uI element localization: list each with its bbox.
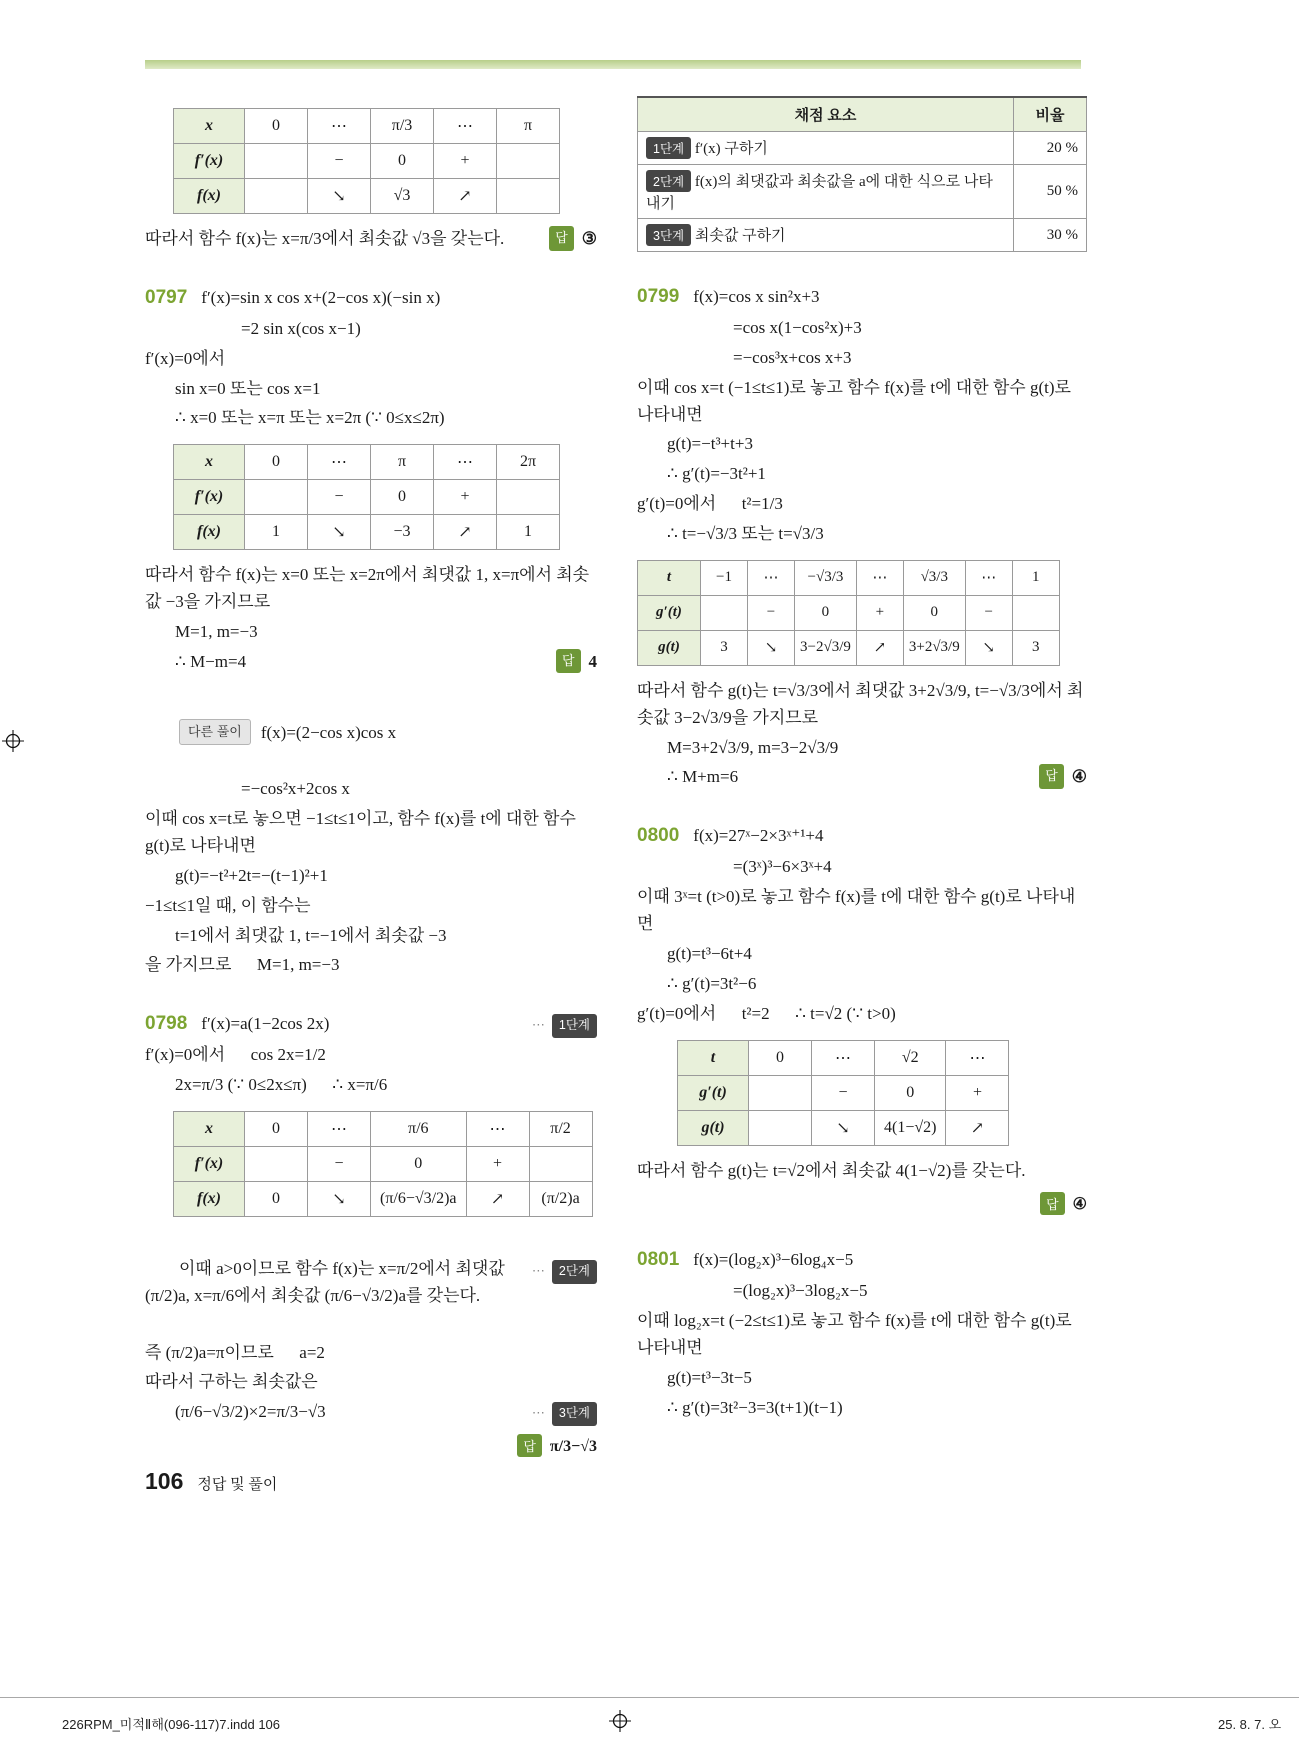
table-cell: 3	[1012, 630, 1059, 665]
solution-line	[145, 1229, 597, 1336]
table-cell: ⋯	[965, 560, 1012, 595]
table-cell	[245, 480, 308, 515]
solution-line: f′(x)=0에서	[145, 348, 226, 368]
table-row	[638, 630, 1060, 665]
equation-line: =−cos²x+2cos x	[241, 779, 350, 799]
equation-line: f(x)=(log₂x)³−6log₄x−5	[693, 1250, 854, 1270]
row-header-cell: f′(x)	[174, 480, 245, 515]
step-badge: 1단계	[552, 1014, 597, 1038]
equation-line: =2 sin x(cos x−1)	[241, 318, 361, 338]
row-header-cell: f(x)	[174, 1182, 245, 1217]
page-number: 106	[145, 1468, 184, 1494]
table-cell: π	[371, 445, 434, 480]
table-row	[638, 595, 1060, 630]
answer-badge: 답	[1039, 764, 1064, 789]
print-info-left: 226RPM_미적Ⅱ해(096-117)7.indd 106	[62, 1717, 281, 1732]
table-cell: −	[308, 480, 371, 515]
table-cell: ⋯	[466, 1112, 529, 1147]
solution-line: 즉 (π/2)a=π이므로 a=2	[145, 1342, 325, 1362]
grading-criteria-cell	[638, 132, 1014, 165]
table-cell: 2π	[497, 445, 560, 480]
step-dots: ⋯	[531, 1017, 547, 1033]
grading-header-ratio: 비율	[1014, 97, 1087, 132]
sign-table-0798	[173, 1111, 593, 1217]
table-cell: ↘	[965, 630, 1012, 665]
step-badge: 2단계	[646, 170, 691, 192]
equation-line: ∴ M+m=6	[667, 767, 739, 787]
table-cell: 0	[371, 1147, 467, 1182]
answer-badge: 답	[549, 226, 574, 251]
table-cell: 0	[245, 109, 308, 144]
page-footer	[145, 1468, 277, 1495]
alt-solution-badge: 다른 풀이	[179, 719, 251, 746]
table-cell: −√3/3	[795, 560, 857, 595]
answer-badge: 답	[1040, 1192, 1065, 1215]
table-cell: −	[308, 144, 371, 179]
row-header-cell: f(x)	[174, 179, 245, 214]
solution-line	[637, 764, 1087, 791]
table-cell: +	[466, 1147, 529, 1182]
step-dots: ⋯	[531, 1405, 547, 1421]
row-header-cell: x	[174, 445, 245, 480]
equation-line: ∴ g′(t)=3t²−3=3(t+1)(t−1)	[667, 1397, 843, 1417]
table-cell: ↘	[308, 1182, 371, 1217]
table-row	[174, 179, 560, 214]
table-cell: 3−2√3/9	[795, 630, 857, 665]
solution-line: ∴ x=0 또는 x=π 또는 x=2π (∵ 0≤x≤2π)	[175, 408, 445, 428]
conclusion-0796	[145, 226, 597, 253]
answer-value: 4	[588, 651, 597, 671]
grading-row	[638, 219, 1087, 252]
grading-ratio-cell: 20 %	[1014, 132, 1087, 165]
solution-line: 따라서 구하는 최솟값은	[145, 1372, 318, 1392]
print-info-right: 25. 8. 7. 오	[1218, 1717, 1282, 1732]
table-cell: 3	[701, 630, 748, 665]
answer-badge: 답	[556, 649, 581, 674]
answer-value: π/3−√3	[549, 1438, 597, 1456]
equation-line: g(t)=−t²+2t=−(t−1)²+1	[175, 865, 328, 885]
table-cell	[1012, 595, 1059, 630]
equation-line: g(t)=t³−3t−5	[667, 1367, 752, 1387]
grading-ratio-cell: 30 %	[1014, 219, 1087, 252]
row-header-cell: f′(x)	[174, 144, 245, 179]
solution-line: 따라서 함수 f(x)는 x=0 또는 x=2π에서 최댓값 1, x=π에서 최솟값 −3을 가지므로	[145, 565, 590, 612]
table-cell: π/3	[371, 109, 434, 144]
table-row	[174, 1112, 593, 1147]
problem-head	[637, 821, 1087, 851]
equation-line: f′(x)=sin x cos x+(2−cos x)(−sin x)	[201, 287, 441, 307]
solution-line: 따라서 함수 g(t)는 t=√3/3에서 최댓값 3+2√3/9, t=−√3/3에서 최솟값 3−2√3/9을 가지므로	[637, 680, 1084, 727]
solution-text: 이때 a>0이므로 함수 f(x)는 x=π/2에서 최댓값 (π/2)a, x=π/6에서 최솟값 (π/6−√3/2)a를 갖는다.	[145, 1258, 509, 1305]
sign-table-0799	[637, 560, 1060, 666]
problem-head	[145, 1009, 597, 1039]
table-cell: 0	[903, 595, 965, 630]
solution-line: 이때 3ˣ=t (t>0)로 놓고 함수 f(x)를 t에 대한 함수 g(t)로 나타내면	[637, 887, 1076, 934]
table-cell	[749, 1110, 812, 1145]
solution-line: 2x=π/3 (∵ 0≤2x≤π) ∴ x=π/6	[175, 1075, 388, 1095]
table-cell: ⋯	[308, 1112, 371, 1147]
table-cell: +	[434, 480, 497, 515]
grading-header-criteria: 채점 요소	[638, 97, 1014, 132]
answer-badge: 답	[517, 1434, 542, 1457]
table-cell: ↗	[466, 1182, 529, 1217]
table-cell	[497, 480, 560, 515]
table-cell: ↗	[946, 1110, 1009, 1145]
grading-criteria-cell	[638, 219, 1014, 252]
table-row	[174, 144, 560, 179]
grading-header-row	[638, 97, 1087, 132]
solution-line: f′(x)=0에서 cos 2x=1/2	[145, 1045, 326, 1065]
table-cell: √3	[371, 179, 434, 214]
equation-line: =−cos³x+cos x+3	[733, 347, 852, 367]
left-column	[145, 96, 597, 1461]
step-badge: 3단계	[646, 224, 691, 246]
solution-line: 따라서 함수 g(t)는 t=√2에서 최솟값 4(1−√2)를 갖는다.	[637, 1160, 1026, 1180]
table-cell: (π/2)a	[529, 1182, 592, 1217]
equation-line: f(x)=cos x sin²x+3	[693, 287, 820, 306]
equation-line: =(log₂x)³−3log₂x−5	[733, 1281, 868, 1301]
conclusion-text: 따라서 함수 f(x)는 x=π/3에서 최솟값 √3을 갖는다.	[145, 229, 505, 248]
table-cell: 1	[497, 515, 560, 550]
table-cell: 0	[795, 595, 857, 630]
table-row	[638, 560, 1060, 595]
answer-value: ③	[581, 229, 597, 248]
sign-table-0800	[677, 1040, 1009, 1146]
problem-number: 0798	[145, 1013, 188, 1035]
equation-line: f(x)=27ˣ−2×3ˣ⁺¹+4	[693, 826, 824, 846]
problem-number: 0800	[637, 825, 680, 847]
solution-line: g′(t)=0에서 t²=1/3	[637, 494, 783, 514]
footer-section-label: 정답 및 풀이	[197, 1477, 278, 1493]
problem-number: 0799	[637, 286, 680, 307]
solution-line: 을 가지므로 M=1, m=−3	[145, 955, 340, 975]
row-header-cell: x	[174, 1112, 245, 1147]
problem-head	[637, 1245, 1087, 1275]
answer-value: ④	[1072, 1196, 1087, 1214]
equation-line: (π/6−√3/2)×2=π/3−√3	[175, 1402, 326, 1422]
grading-row	[638, 165, 1087, 219]
table-cell: −	[748, 595, 795, 630]
step-marker	[532, 1014, 597, 1038]
equation-line: ∴ g′(t)=3t²−6	[667, 973, 757, 993]
grading-desc: 최솟값 구하기	[694, 228, 786, 244]
solution-line: ∴ t=−√3/3 또는 t=√3/3	[667, 524, 824, 544]
grading-desc: f(x)의 최댓값과 최솟값을 a에 대한 식으로 나타내기	[646, 174, 993, 212]
table-cell: 0	[245, 1112, 308, 1147]
solution-line: g′(t)=0에서 t²=2 ∴ t=√2 (∵ t>0)	[637, 1003, 896, 1023]
table-cell	[245, 179, 308, 214]
table-row	[174, 445, 560, 480]
table-cell	[497, 144, 560, 179]
grading-desc: f′(x) 구하기	[694, 141, 768, 157]
table-cell: 0	[371, 144, 434, 179]
table-cell: ↗	[434, 179, 497, 214]
equation-line: g(t)=t³−6t+4	[667, 943, 752, 963]
row-header-cell: f(x)	[174, 515, 245, 550]
equation-line: =cos x(1−cos²x)+3	[733, 318, 862, 338]
table-cell: ⋯	[308, 109, 371, 144]
table-cell: 0	[371, 480, 434, 515]
table-cell: ⋯	[748, 560, 795, 595]
table-cell: π/2	[529, 1112, 592, 1147]
table-cell: ↗	[856, 630, 903, 665]
table-cell: π/6	[371, 1112, 467, 1147]
solution-line: t=1에서 최댓값 1, t=−1에서 최솟값 −3	[175, 925, 447, 945]
solution-line: 이때 cos x=t (−1≤t≤1)로 놓고 함수 f(x)를 t에 대한 함수 g(t)로 나타내면	[637, 377, 1076, 424]
step-badge: 1단계	[646, 137, 691, 159]
table-cell: ⋯	[308, 445, 371, 480]
problem-0801	[637, 1245, 1087, 1421]
top-decorative-bar	[145, 60, 1081, 69]
table-row	[174, 1182, 593, 1217]
right-column	[637, 96, 1087, 1425]
answer-0797	[556, 649, 597, 676]
table-cell: +	[946, 1075, 1009, 1110]
grading-row	[638, 132, 1087, 165]
step-marker	[532, 1260, 597, 1284]
table-cell: 1	[245, 515, 308, 550]
problem-0799	[637, 282, 1087, 791]
print-divider	[0, 1697, 1299, 1698]
equation-line: g(t)=−t³+t+3	[667, 434, 753, 454]
table-row	[678, 1075, 1009, 1110]
problem-0797	[145, 283, 597, 979]
problem-head	[637, 282, 1087, 312]
table-cell: 4(1−√2)	[875, 1110, 946, 1145]
table-cell: ⋯	[434, 445, 497, 480]
solution-line: −1≤t≤1일 때, 이 함수는	[145, 895, 311, 915]
table-cell: −3	[371, 515, 434, 550]
step-dots: ⋯	[531, 1262, 547, 1278]
row-header-cell: f′(x)	[174, 1147, 245, 1182]
solution-line: sin x=0 또는 cos x=1	[175, 378, 321, 398]
solution-line: M=1, m=−3	[175, 622, 258, 642]
table-cell: ⋯	[946, 1040, 1009, 1075]
row-header-cell: g′(t)	[678, 1075, 749, 1110]
table-row	[174, 515, 560, 550]
table-cell: π	[497, 109, 560, 144]
answer-0796	[549, 226, 597, 253]
step-marker	[532, 1402, 597, 1426]
row-header-cell: g(t)	[678, 1110, 749, 1145]
row-header-cell: t	[638, 560, 701, 595]
table-cell: +	[856, 595, 903, 630]
problem-number: 0797	[145, 286, 188, 308]
table-cell: 3+2√3/9	[903, 630, 965, 665]
step-badge: 3단계	[552, 1402, 597, 1426]
solution-line: 이때 log₂x=t (−2≤t≤1)로 놓고 함수 f(x)를 t에 대한 함수 g(t)로 나타내면	[637, 1311, 1076, 1358]
grading-ratio-cell: 50 %	[1014, 165, 1087, 219]
table-cell: 0	[245, 1182, 308, 1217]
table-row	[174, 109, 560, 144]
table-cell: −	[812, 1075, 875, 1110]
table-cell: 0	[749, 1040, 812, 1075]
table-row	[174, 1147, 593, 1182]
table-cell	[245, 144, 308, 179]
equation-line: =(3ˣ)³−6×3ˣ+4	[733, 857, 832, 877]
problem-0800	[637, 821, 1087, 1215]
table-cell: ⋯	[856, 560, 903, 595]
problem-0798	[145, 1009, 597, 1457]
table-cell	[701, 595, 748, 630]
solution-line	[145, 1399, 597, 1426]
answer-0799	[1039, 764, 1087, 791]
solution-line: 이때 cos x=t로 놓으면 −1≤t≤1이고, 함수 f(x)를 t에 대한 함수 g(t)로 나타내면	[145, 809, 581, 856]
answer-0800	[637, 1192, 1087, 1215]
answer-0798	[145, 1434, 597, 1457]
table-cell: √3/3	[903, 560, 965, 595]
row-header-cell: g(t)	[638, 630, 701, 665]
table-cell: 1	[1012, 560, 1059, 595]
table-cell: ⋯	[812, 1040, 875, 1075]
grading-table	[637, 96, 1087, 252]
registration-mark-icon	[2, 730, 24, 752]
table-cell: −	[308, 1147, 371, 1182]
table-cell	[529, 1147, 592, 1182]
table-cell	[245, 1147, 308, 1182]
table-cell: ⋯	[434, 109, 497, 144]
table-cell	[497, 179, 560, 214]
sign-table-0796	[173, 108, 560, 214]
table-cell: ↘	[308, 179, 371, 214]
step-badge: 2단계	[552, 1260, 597, 1284]
solution-line	[145, 649, 597, 676]
table-cell: ↘	[748, 630, 795, 665]
equation-line: ∴ g′(t)=−3t²+1	[667, 464, 766, 484]
table-row	[678, 1040, 1009, 1075]
registration-mark-icon	[609, 1710, 631, 1732]
table-row	[174, 480, 560, 515]
table-cell: 0	[875, 1075, 946, 1110]
table-row	[678, 1110, 1009, 1145]
alt-solution-head	[145, 692, 597, 774]
table-cell: (π/6−√3/2)a	[371, 1182, 467, 1217]
table-cell: +	[434, 144, 497, 179]
table-cell: 0	[245, 445, 308, 480]
equation-line: ∴ M−m=4	[175, 651, 247, 671]
row-header-cell: t	[678, 1040, 749, 1075]
equation-line: f(x)=(2−cos x)cos x	[260, 722, 397, 742]
equation-line: M=3+2√3/9, m=3−2√3/9	[667, 737, 839, 757]
table-cell: ↗	[434, 515, 497, 550]
answer-value: ④	[1071, 767, 1087, 787]
problem-head	[145, 283, 597, 313]
table-cell: ↘	[308, 515, 371, 550]
table-cell: √2	[875, 1040, 946, 1075]
problem-number: 0801	[637, 1249, 680, 1271]
grading-criteria-cell	[638, 165, 1014, 219]
row-header-cell: x	[174, 109, 245, 144]
equation-line: f′(x)=a(1−2cos 2x)	[201, 1014, 330, 1034]
sign-table-0797	[173, 444, 560, 550]
row-header-cell: g′(t)	[638, 595, 701, 630]
table-cell: −	[965, 595, 1012, 630]
table-cell: ↘	[812, 1110, 875, 1145]
table-cell: −1	[701, 560, 748, 595]
table-cell	[749, 1075, 812, 1110]
